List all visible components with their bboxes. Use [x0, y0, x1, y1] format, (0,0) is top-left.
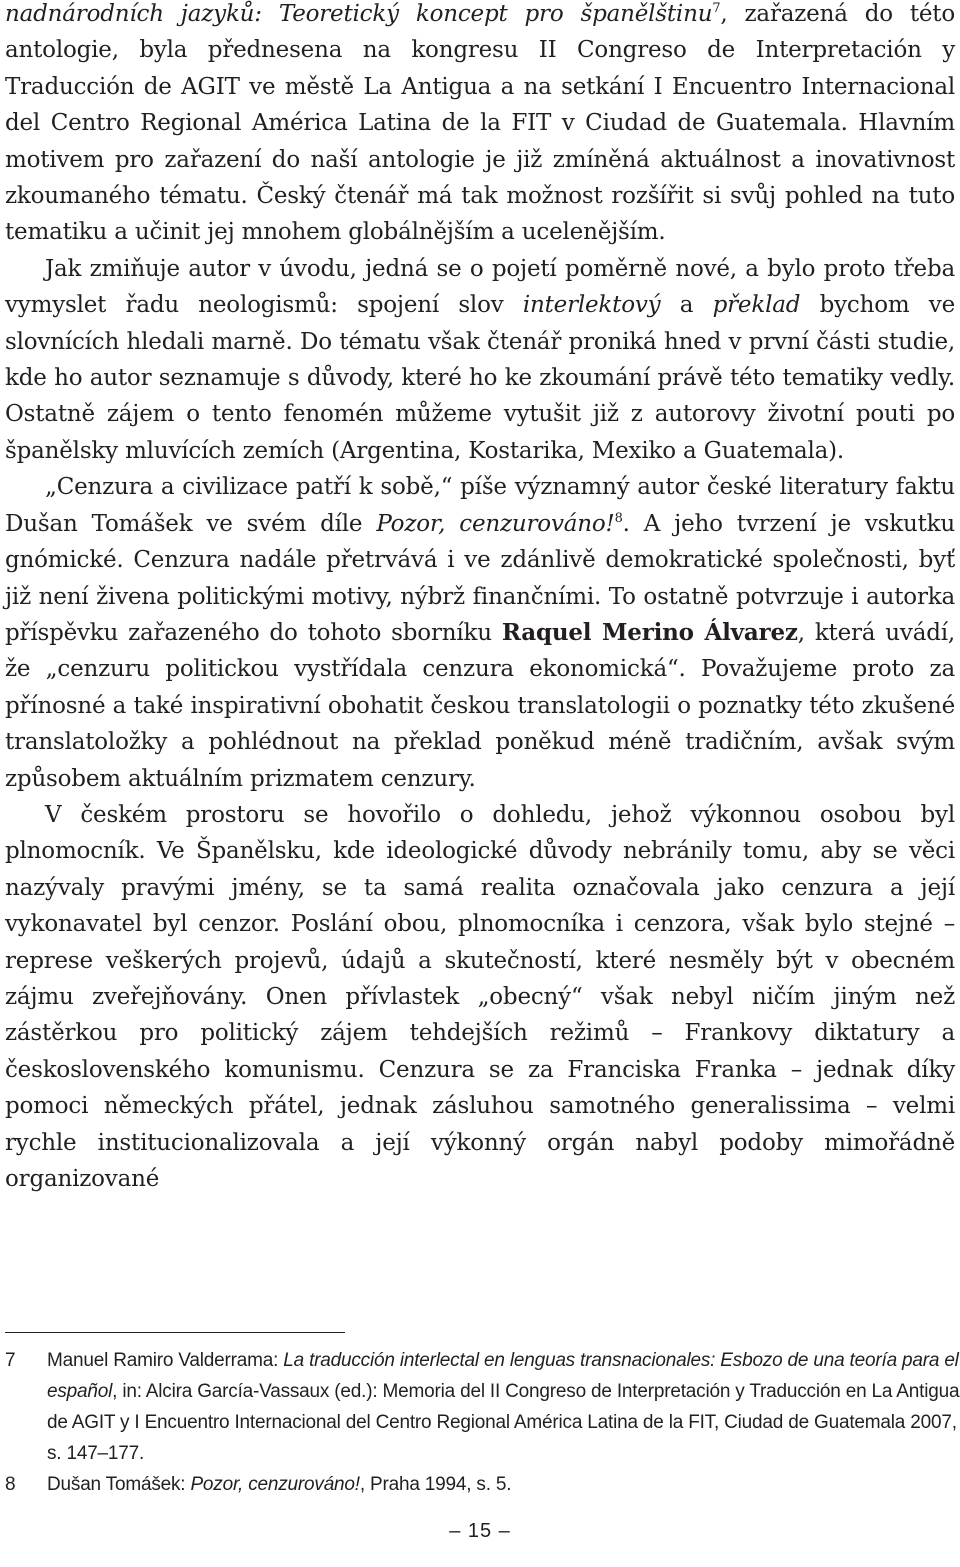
paragraph-1-italic-lead: nadnárodních jazyků: Teoretický koncept pro španělštinu [5, 1, 713, 27]
footnote-title: La traducción interlectal en lenguas transnacionales: Esbozo de una teoría para el español [47, 1350, 959, 1402]
book-title-pozor-cenzurovano: Pozor, cenzurováno! [376, 510, 615, 537]
author-name-raquel-merino-alvarez: Raquel Merino Álvarez [501, 618, 798, 646]
footnote-text [47, 1469, 960, 1500]
footnote-ref-8[interactable]: 8 [614, 510, 623, 526]
footnote-author: Dušan Tomášek: [47, 1474, 191, 1495]
footnote-number: 7 [5, 1350, 16, 1371]
paragraph-3-text-b: . A jeho tvrzení je vskutku gnómické. Cenzura nadále přetrvává i ve zdánlivě demokratické společnosti, byť již není živena politickými motivy, nýbrž finančními. To ostatně potvrzuje i autorka příspěvku zařazeného do tohoto sborníku [5, 510, 955, 646]
page-number: – 15 – [449, 1520, 511, 1542]
page [5, 0, 955, 1197]
paragraph-2 [5, 251, 955, 469]
paragraph-1 [5, 0, 955, 251]
paragraph-3-text-c: , která uvádí, že „cenzuru politickou vystřídala cenzura ekonomická“. Považujeme proto za přínosné a také inspirativní obohatit českou translatologii o poznatky této zkušené translatoložky a pohlédnout na překlad poněkud méně tradičním, avšak svým způsobem aktuálním prizmatem cenzury. [5, 619, 955, 792]
paragraph-3 [5, 469, 955, 797]
paragraph-2-text-a: Jak zmiňuje autor v úvodu, jedná se o pojetí poměrně nové, a bylo proto třeba vymyslet řadu neologismů: spojení slov [5, 255, 955, 319]
footnote-author: Manuel Ramiro Valderrama: [47, 1350, 284, 1371]
paragraph-2-text-c: bychom ve slovnících hledali marně. Do tématu však čtenář proniká hned v první části studie, kde ho autor seznamuje s důvody, které ho ke zkoumání právě této tematiky vedly. Ostatně zájem o tento fenomén můžeme vytušit již z autorovy životní pouti po španělsky mluvících zemích (Argentina, Kostarika, Mexiko a Guatemala). [5, 292, 955, 464]
footnote-divider [5, 1332, 345, 1333]
footnote-details: , Praha 1994, s. 5. [359, 1474, 512, 1495]
paragraph-3-text-a: „Cenzura a civilizace patří k sobě,“ píše významný autor české literatury faktu Dušan Tomášek ve svém díle [5, 474, 955, 537]
paragraph-1-text: , zařazená do této antologie, byla přednesena na kongresu II Congreso de Interpretación y Traducción de AGIT ve městě La Antigua a na setkání I Encuentro Internacional del Centro Regional América Latina de la FIT v Ciudad de Guatemala. Hlavním motivem pro zařazení do naší antologie je již zmíněná aktuálnost a inovativnost zkoumaného tématu. Český čtenář má tak možnost rozšířit si svůj pohled na tuto tematiku a učinit jej mnohem globálnějším a ucelenějším. [5, 1, 955, 246]
footnotes [5, 1345, 960, 1500]
term-preklad: překlad [712, 292, 801, 319]
footnote-number: 8 [5, 1474, 16, 1495]
term-interlektovy: interlektový [522, 292, 661, 319]
main-text [5, 0, 955, 1197]
paragraph-2-text-b: a [660, 292, 713, 319]
paragraph-4-text: V českém prostoru se hovořilo o dohledu, jehož výkonnou osobou byl plnomocník. Ve Španělsku, kde ideologické důvody nebránily tomu, aby se věci nazývaly pravými jmény, se ta samá realita označovala jako cenzura a její vykonavatel byl cenzor. Poslání obou, plnomocníka i cenzora, však bylo stejné – represe veškerých projevů, údajů a skutečností, které nesměly být v obecném zájmu zveřejňovány. Onen přívlastek „obecný“ však nebyl ničím jiným než zástěrkou pro politický zájem tehdejších režimů – Frankovy diktatury a československého komunismu. Cenzura se za Franciska Franka – jednak díky pomoci německých přátel, jednak zásluhou samotného generalissima – velmi rychle institucionalizovala a její výkonný orgán nabyl podoby mimořádně organizované [5, 801, 955, 1192]
footnote-ref-7[interactable]: 7 [712, 1, 721, 16]
footnote-details: , in: Alcira García-Vassaux (ed.): Memoria del II Congreso de Interpretación y Traducción en La Antigua de AGIT y I Encuentro Internacional del Centro Regional América Latina de la FIT, Ciudad de Guatemala 2007, s. 147–177. [47, 1381, 960, 1464]
paragraph-4 [5, 797, 955, 1197]
footnote-8 [5, 1469, 960, 1500]
footnote-7 [5, 1345, 960, 1469]
footnote-title: Pozor, cenzurováno! [190, 1474, 360, 1495]
footnote-text [47, 1345, 960, 1469]
